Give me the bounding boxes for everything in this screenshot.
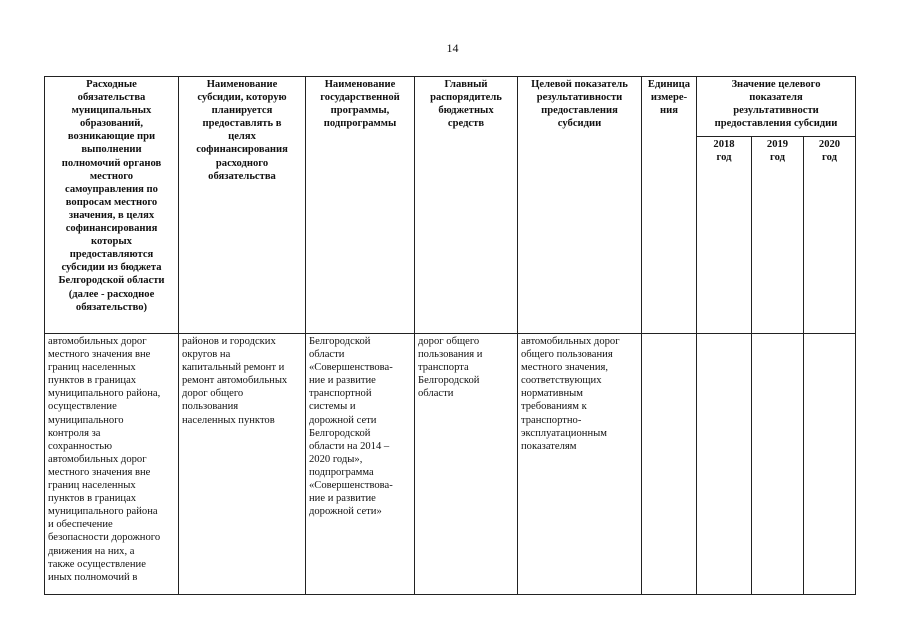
header-target-value-group <box>697 77 856 137</box>
cell-subsidy-name-text: районов и городских округов на капитальный ремонт и ремонт автомобильных дорог общего пользования населенных пунктов <box>182 336 288 426</box>
header-target-indicator <box>518 77 642 334</box>
table-row <box>45 334 856 595</box>
cell-budget-manager-text: дорог общего пользования и транспорта Белгородской области <box>418 336 483 400</box>
header-year-2019-text: 2019 год <box>766 139 789 164</box>
header-year-2019 <box>752 137 804 334</box>
cell-expense-obligation-text: автомобильных дорог местного значения вне границ населенных пунктов в границах муниципального района, осуществление муниципального контроля за сохранностью автомобильных дорог местного значения вне границ населенных пунктов в границах муниципального района и обеспечение безопасности дорожного движения на них, а также осуществление иных полномочий в <box>48 336 161 583</box>
cell-target-indicator-text: автомобильных дорог общего пользования местного значения, соответствующих нормативным требованиям к транспортно- эксплуатационным показателям <box>521 336 620 452</box>
cell-year-2018 <box>697 334 752 595</box>
header-subsidy-name-text: Наименование субсидии, которую планируется предоставлять в целях софинансирования расходного обязательства <box>196 79 288 182</box>
cell-program-name <box>306 334 415 595</box>
header-subsidy-name <box>179 77 306 334</box>
cell-target-indicator <box>518 334 642 595</box>
header-year-2018 <box>697 137 752 334</box>
header-row <box>45 77 856 137</box>
header-budget-manager <box>415 77 518 334</box>
cell-unit <box>642 334 697 595</box>
cell-year-2019 <box>752 334 804 595</box>
header-budget-manager-text: Главный распорядитель бюджетных средств <box>430 79 502 130</box>
cell-expense-obligation <box>45 334 179 595</box>
header-year-2020 <box>804 137 856 334</box>
cell-year-2020 <box>804 334 856 595</box>
cell-budget-manager <box>415 334 518 595</box>
header-program-name-text: Наименование государственной программы, подпрограммы <box>320 79 400 130</box>
header-target-indicator-text: Целевой показатель результативности предоставления субсидии <box>531 79 628 130</box>
page-number: 14 <box>446 41 459 55</box>
header-program-name <box>306 77 415 334</box>
header-unit <box>642 77 697 334</box>
subsidy-table <box>44 76 856 595</box>
cell-program-name-text: Белгородской области «Совершенствова- ние и развитие транспортной системы и дорожной сети Белгородской области на 2014 – 2020 годы», подпрограмма «Совершенствова- ние и развитие дорожной сети» <box>309 336 393 518</box>
header-unit-text: Единица измере- ния <box>647 79 691 117</box>
header-year-2020-text: 2020 год <box>818 139 841 164</box>
header-target-value-group-text: Значение целевого показателя результативности предоставления субсидии <box>714 79 838 130</box>
header-year-2018-text: 2018 год <box>713 139 735 164</box>
header-expense-obligations <box>45 77 179 334</box>
cell-subsidy-name <box>179 334 306 595</box>
header-expense-obligations-text: Расходные обязательства муниципальных образований, возникающие при выполнении полномочий органов местного самоуправления по вопросам местного значения, в целях софинансирования которых предоставляются субсидии из бюджета Белгородской области (далее - расходное обязательство) <box>58 79 165 313</box>
